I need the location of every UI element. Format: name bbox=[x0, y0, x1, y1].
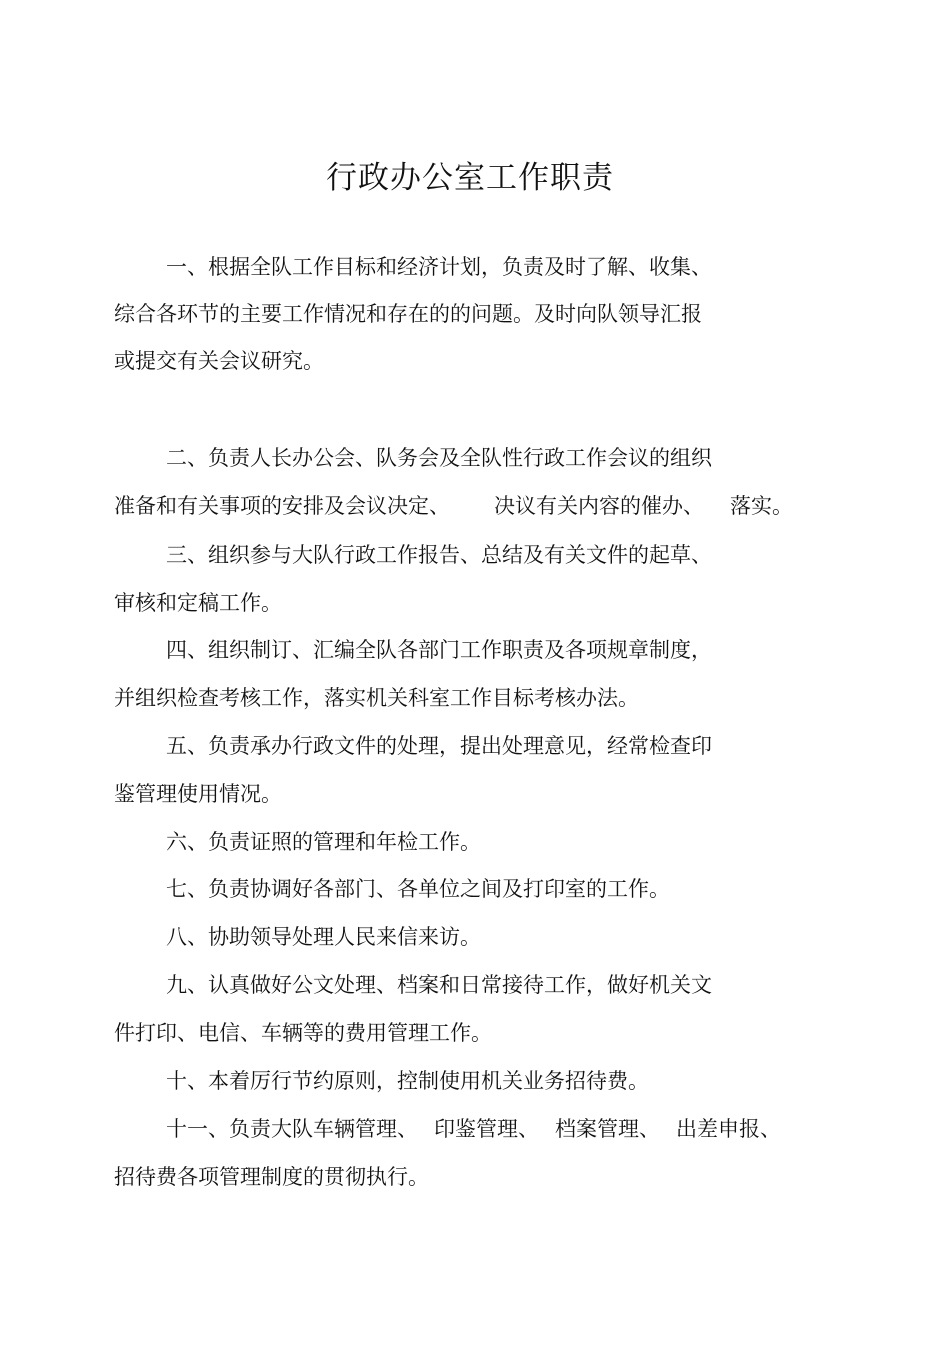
paragraph-11-segment-3: 档案管理、 bbox=[555, 1117, 660, 1141]
paragraph-10-line-1: 十、本着厉行节约原则，控制使用机关业务招待费。 bbox=[166, 1069, 649, 1093]
paragraph-11-line-2: 招待费各项管理制度的贯彻执行。 bbox=[114, 1165, 429, 1189]
paragraph-5-line-2: 鉴管理使用情况。 bbox=[114, 782, 282, 806]
paragraph-2-segment-2: 决议有关内容的催办、 bbox=[494, 494, 704, 518]
paragraph-3-line-1: 三、组织参与大队行政工作报告、总结及有关文件的起草、 bbox=[166, 543, 712, 567]
paragraph-11-segment-2: 印鉴管理、 bbox=[434, 1117, 539, 1141]
paragraph-1-line-2: 综合各环节的主要工作情况和存在的的问题。及时向队领导汇报 bbox=[114, 302, 702, 326]
paragraph-11-segment-4: 出差申报、 bbox=[676, 1117, 781, 1141]
paragraph-9-line-1: 九、认真做好公文处理、档案和日常接待工作，做好机关文 bbox=[166, 973, 712, 997]
paragraph-1-line-3: 或提交有关会议研究。 bbox=[114, 349, 324, 373]
paragraph-3-line-2: 审核和定稿工作。 bbox=[114, 591, 282, 615]
paragraph-7-line-1: 七、负责协调好各部门、各单位之间及打印室的工作。 bbox=[166, 877, 670, 901]
paragraph-11-line-1 bbox=[166, 1114, 781, 1144]
paragraph-11-segment-1: 十一、负责大队车辆管理、 bbox=[166, 1117, 418, 1141]
paragraph-2-segment-3: 落实。 bbox=[730, 494, 793, 518]
paragraph-2-line-1: 二、负责人长办公会、队务会及全队性行政工作会议的组织 bbox=[166, 446, 712, 470]
paragraph-8-line-1: 八、协助领导处理人民来信来访。 bbox=[166, 925, 481, 949]
document-title: 行政办公室工作职责 bbox=[326, 160, 614, 196]
paragraph-6-line-1: 六、负责证照的管理和年检工作。 bbox=[166, 830, 481, 854]
paragraph-1-line-1: 一、根据全队工作目标和经济计划，负责及时了解、收集、 bbox=[166, 255, 712, 279]
paragraph-9-line-2: 件打印、电信、车辆等的费用管理工作。 bbox=[114, 1021, 492, 1045]
paragraph-4-line-2: 并组织检查考核工作，落实机关科室工作目标考核办法。 bbox=[114, 686, 639, 710]
paragraph-4-line-1: 四、组织制订、汇编全队各部门工作职责及各项规章制度， bbox=[166, 638, 712, 662]
paragraph-5-line-1: 五、负责承办行政文件的处理，提出处理意见，经常检查印 bbox=[166, 734, 712, 758]
paragraph-2-line-2 bbox=[114, 491, 793, 521]
paragraph-2-segment-1: 准备和有关事项的安排及会议决定、 bbox=[114, 494, 450, 518]
